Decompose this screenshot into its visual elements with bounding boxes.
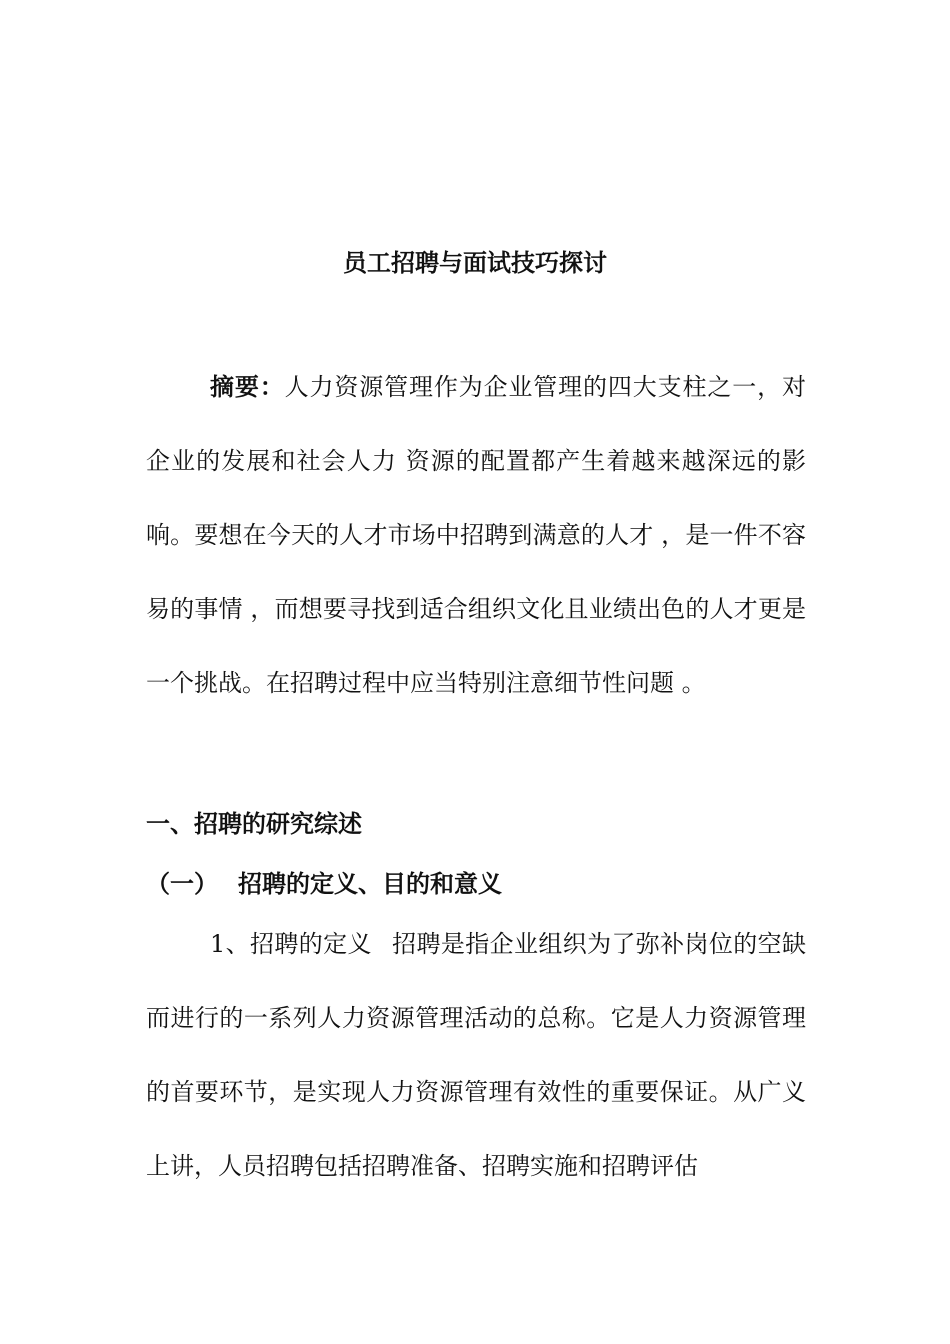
abstract-paragraph	[146, 350, 806, 720]
subsection-number: （一）	[146, 869, 218, 898]
subsection-heading	[146, 866, 502, 902]
document-title: 员工招聘与面试技巧探讨	[343, 248, 607, 277]
section-heading: 一、招聘的研究综述	[146, 809, 362, 838]
paragraph-lead: 1、招聘的定义	[210, 930, 372, 958]
paragraph-text: 招聘是指企业组织为了弥补岗位的空缺而进行的一系列人力资源管理活动的总称。它是人力资源管理的首要环节，是实现人力资源管理有效性的重要保证。从广义上讲，人员招聘包括招聘准备、招聘实施和招聘评估	[146, 930, 806, 1180]
abstract-label: 摘要：	[210, 372, 285, 401]
abstract-text: 人力资源管理作为企业管理的四大支柱之一，对企业的发展和社会人力 资源的配置都产生着越来越深远的影响。要想在今天的人才市场中招聘到满意的人才 ，是一件不容易的事情 ，而想要寻找到适合组织文化且业绩出色的人才更是一个挑战。在招聘过程中应当特别注意细节性问题 。	[146, 373, 806, 697]
body-paragraph	[146, 907, 806, 1203]
subsection-title: 招聘的定义、目的和意义	[238, 869, 502, 898]
